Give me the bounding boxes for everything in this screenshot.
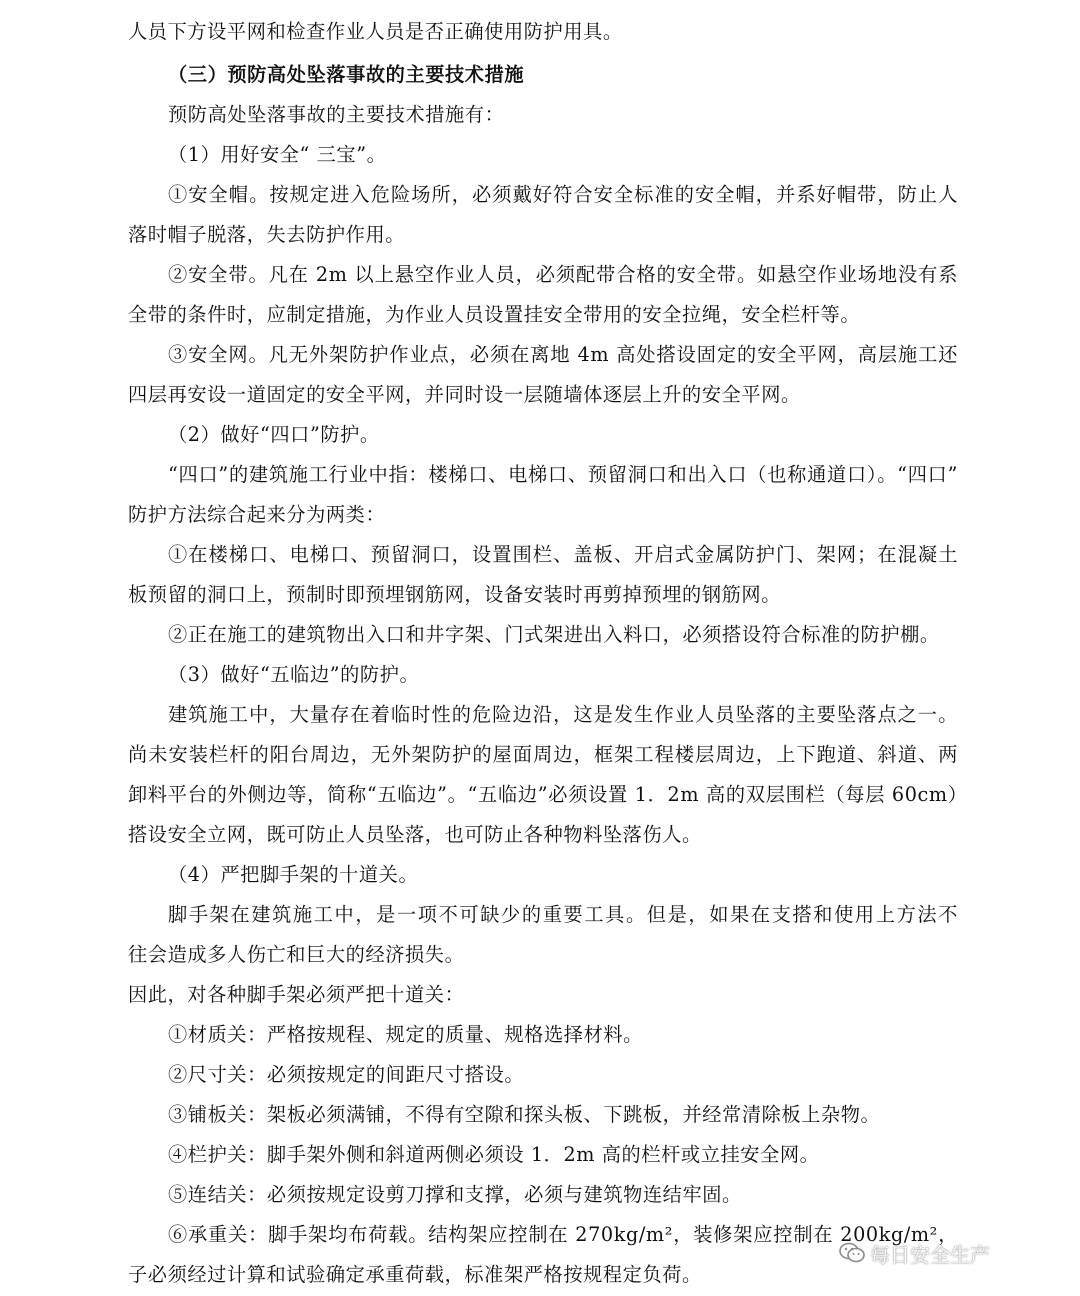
paragraph-line: 往会造成多人伤亡和巨大的经济损失。 xyxy=(128,943,465,966)
paragraph-line: ①安全帽。按规定进入危险场所，必须戴好符合安全标准的安全帽，并系好帽带，防止人 xyxy=(168,183,958,206)
paragraph-line: 搭设安全立网，既可防止人员坠落，也可防止各种物料坠落伤人。 xyxy=(128,823,702,846)
paragraph-line: ②安全带。凡在 2m 以上悬空作业人员，必须配带合格的安全带。如悬空作业场地没有系 xyxy=(168,263,958,286)
paragraph-line: 因此，对各种脚手架必须严把十道关： xyxy=(128,983,465,1006)
paragraph-line: 子必须经过计算和试验确定承重荷载，标准架严格按规程定负荷。 xyxy=(128,1263,702,1286)
paragraph-line: ③安全网。凡无外架防护作业点，必须在离地 4m 高处搭设固定的安全平网，高层施工还 xyxy=(168,343,958,366)
paragraph-line: 板预留的洞口上，预制时即预埋钢筋网，设备安装时再剪掉预埋的钢筋网。 xyxy=(128,583,781,606)
paragraph-line: 落时帽子脱落，失去防护作用。 xyxy=(128,223,406,246)
paragraph-line: 尚未安装栏杆的阳台周边，无外架防护的屋面周边，框架工程楼层周边，上下跑道、斜道、两 xyxy=(128,743,958,766)
paragraph-line: ②正在施工的建筑物出入口和井字架、门式架进出入料口，必须搭设符合标准的防护棚。 xyxy=(168,623,940,646)
subsection-heading: （1）用好安全“ 三宝”。 xyxy=(168,143,387,166)
paragraph-line: ①在楼梯口、电梯口、预留洞口，设置围栏、盖板、开启式金属防护门、架网；在混凝土 xyxy=(168,543,958,566)
paragraph-line: 脚手架在建筑施工中，是一项不可缺少的重要工具。但是，如果在支搭和使用上方法不 xyxy=(168,903,958,926)
section-heading: （三）预防高处坠落事故的主要技术措施 xyxy=(168,63,525,86)
list-item: ③铺板关：架板必须满铺，不得有空隙和探头板、下跳板，并经常清除板上杂物。 xyxy=(168,1103,881,1126)
paragraph-line: 防护方法综合起来分为两类： xyxy=(128,503,386,526)
paragraph-line: 建筑施工中，大量存在着临时性的危险边沿，这是发生作业人员坠落的主要坠落点之一。 xyxy=(168,703,958,726)
list-item: ①材质关：严格按规程、规定的质量、规格选择材料。 xyxy=(168,1023,643,1046)
paragraph-line: 人员下方设平网和检查作业人员是否正确使用防护用具。 xyxy=(128,20,623,43)
list-item: ⑥承重关：脚手架均布荷载。结构架应控制在 270kg/m²，装修架应控制在 200kg/m²， xyxy=(168,1223,958,1246)
subsection-heading: （4）严把脚手架的十道关。 xyxy=(168,863,419,886)
watermark-text: 每日安全生产 xyxy=(870,1242,990,1267)
list-item: ②尺寸关：必须按规定的间距尺寸搭设。 xyxy=(168,1063,525,1086)
paragraph-line: 预防高处坠落事故的主要技术措施有： xyxy=(168,103,505,126)
paragraph-line: “四口”的建筑施工行业中指：楼梯口、电梯口、预留洞口和出入口（也称通道口）。“四口” xyxy=(168,463,958,486)
list-item: ④栏护关：脚手架外侧和斜道两侧必须设 1．2m 高的栏杆或立挂安全网。 xyxy=(168,1143,820,1166)
paragraph-line: 全带的条件时，应制定措施，为作业人员设置挂安全带用的安全拉绳，安全栏杆等。 xyxy=(128,303,861,326)
subsection-heading: （3）做好“五临边”的防护。 xyxy=(168,663,420,686)
watermark xyxy=(838,1236,990,1270)
wechat-icon xyxy=(838,1241,866,1265)
paragraph-line: 卸料平台的外侧边等，简称“五临边”。“五临边”必须设置 1．2m 高的双层围栏（每层 60cm） xyxy=(128,783,958,806)
list-item: ⑤连结关：必须按规定设剪刀撑和支撑，必须与建筑物连结牢固。 xyxy=(168,1183,742,1206)
subsection-heading: （2）做好“四口”防护。 xyxy=(168,423,380,446)
paragraph-line: 四层再安设一道固定的安全平网，并同时设一层随墙体逐层上升的安全平网。 xyxy=(128,383,801,406)
